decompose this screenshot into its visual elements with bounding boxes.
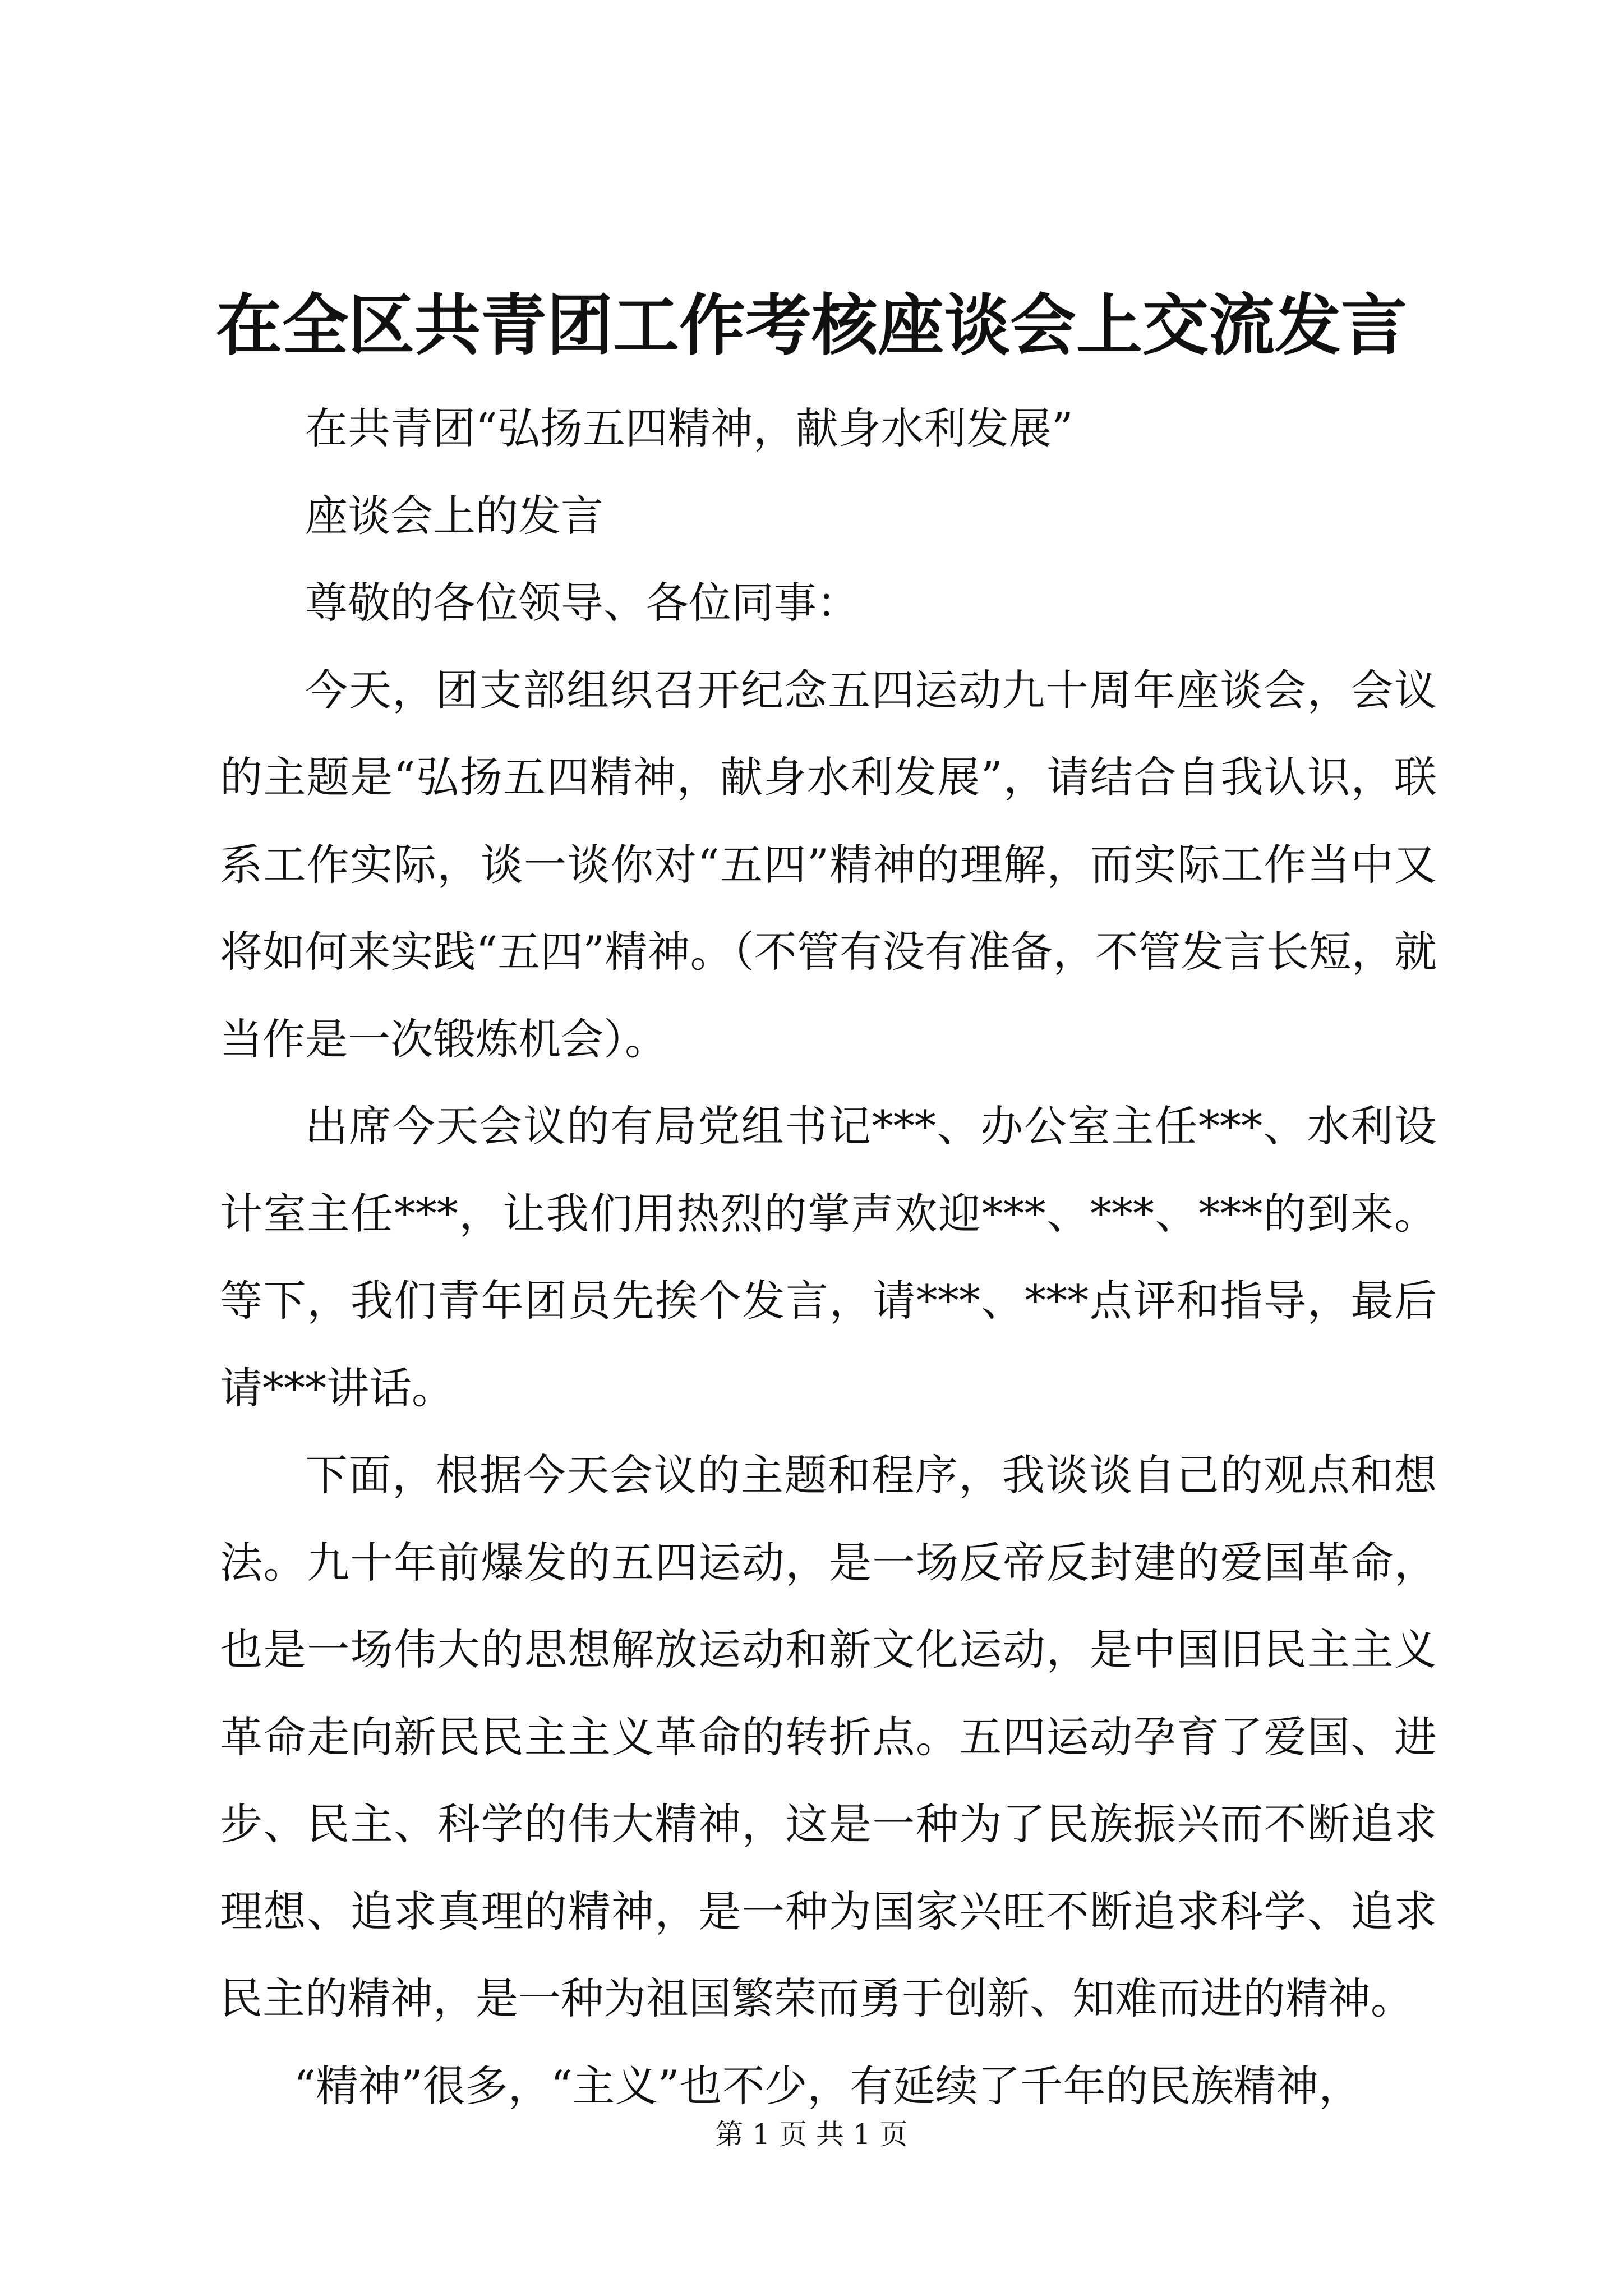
paragraph-subtitle-line-2: 座谈会上的发言 xyxy=(305,490,603,541)
page-footer: 第 1 页 共 1 页 xyxy=(715,2118,908,2151)
paragraph-salutation: 尊敬的各位领导、各位同事： xyxy=(305,578,859,628)
paragraph-opening: 今天，团支部组织召开纪念五四运动九十周年座谈会，会议的主题是“弘扬五四精神，献身水利发展”，请结合自我认识，联系工作实际，谈一谈你对“五四”精神的理解，而实际工作当中又将如何来实践“五四”精神。（不管有没有准备，不管发言长短，就当作是一次锻炼机会）。 xyxy=(220,665,1437,1064)
document-title: 在全区共青团工作考核座谈会上交流发言 xyxy=(215,286,1407,364)
paragraph-may-fourth: 下面，根据今天会议的主题和程序，我谈谈自己的观点和想法。九十年前爆发的五四运动，是一场反帝反封建的爱国革命，也是一场伟大的思想解放运动和新文化运动，是中国旧民主主义革命走向新民民主主义革命的转折点。五四运动孕育了爱国、进步、民主、科学的伟大精神，这是一种为了民族振兴而不断追求理想、追求真理的精神，是一种为国家兴旺不断追求科学、追求民主的精神，是一种为祖国繁荣而勇于创新、知难而进的精神。 xyxy=(220,1450,1437,2023)
paragraph-subtitle-line-1: 在共青团“弘扬五四精神，献身水利发展” xyxy=(305,403,1073,453)
paragraph-attendees: 出席今天会议的有局党组书记***、办公室主任***、水利设计室主任***，让我们用热烈的掌声欢迎***、***、***的到来。等下，我们青年团员先挨个发言，请***、***点评和指导，最后请***讲话。 xyxy=(220,1101,1437,1413)
paragraph-spirit: “精神”很多，“主义”也不少，有延续了千年的民族精神， xyxy=(294,2060,1362,2111)
document-body xyxy=(220,385,1437,2129)
